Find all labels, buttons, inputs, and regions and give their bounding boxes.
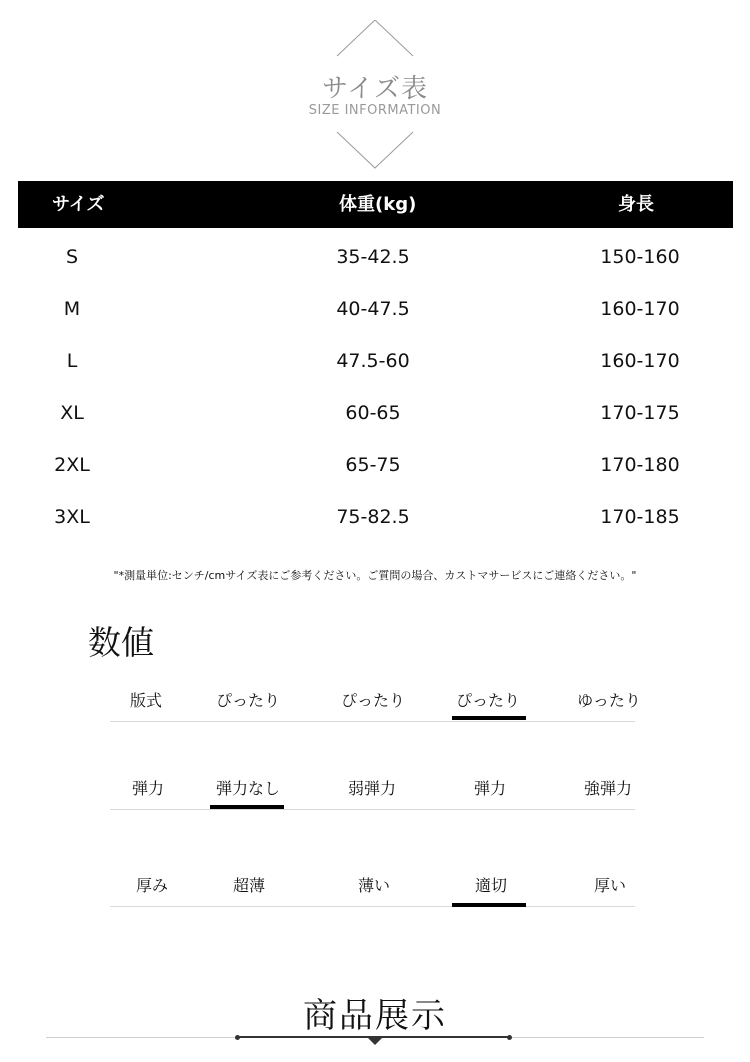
column-header-weight: 体重(kg)	[339, 194, 417, 215]
table-row	[0, 283, 750, 335]
specs-title: 数値	[88, 623, 154, 662]
weight-cell: 60-65	[345, 402, 401, 424]
selected-marker	[452, 903, 526, 907]
height-cell: 170-185	[600, 506, 680, 528]
size-cell: 3XL	[54, 506, 90, 528]
spec-option: ぴったり	[340, 691, 405, 710]
spec-row-fit	[110, 681, 641, 722]
size-cell: L	[66, 350, 78, 372]
height-cell: 160-170	[600, 298, 680, 320]
column-header-size: サイズ	[52, 194, 105, 215]
spec-option: 薄い	[357, 876, 390, 895]
section-title: サイズ表	[322, 74, 428, 104]
table-row	[0, 387, 750, 439]
selected-marker	[210, 805, 284, 809]
spec-option: ゆったり	[577, 691, 641, 710]
spec-option-selected: ぴったり	[455, 691, 520, 710]
spec-option: 強弾力	[583, 779, 632, 798]
table-row	[0, 491, 750, 543]
weight-cell: 75-82.5	[336, 506, 410, 528]
measurement-note: "*測量単位:センチ/cmサイズ表にご参考ください。ご質問の場合、カストマサービスにご連絡ください。"	[113, 569, 637, 582]
weight-cell: 65-75	[345, 454, 401, 476]
size-cell: M	[63, 298, 81, 320]
size-cell: S	[65, 246, 79, 268]
table-row	[0, 335, 750, 387]
product-section-title: 商品展示	[303, 996, 447, 1036]
column-header-height: 身長	[618, 194, 654, 215]
size-cell: 2XL	[54, 454, 90, 476]
height-cell: 160-170	[600, 350, 680, 372]
height-cell: 150-160	[600, 246, 680, 268]
spec-option: 弾力	[473, 779, 506, 798]
spec-row-thickness	[110, 866, 635, 907]
weight-cell: 47.5-60	[336, 350, 410, 372]
selected-marker	[452, 716, 526, 720]
size-cell: XL	[60, 402, 84, 424]
spec-option: 厚い	[593, 876, 626, 895]
divider-dot-icon	[507, 1035, 512, 1040]
weight-cell: 40-47.5	[336, 298, 410, 320]
table-row	[0, 231, 750, 283]
height-cell: 170-180	[600, 454, 680, 476]
size-table-header	[18, 181, 733, 228]
weight-cell: 35-42.5	[336, 246, 410, 268]
divider-dot-icon	[235, 1035, 240, 1040]
spec-row-elasticity	[110, 769, 635, 810]
spec-row-label: 弾力	[131, 779, 164, 798]
spec-option: 弱弾力	[347, 779, 396, 798]
section-subtitle: SIZE INFORMATION	[308, 103, 442, 118]
table-row	[0, 439, 750, 491]
spec-option: ぴったり	[215, 691, 280, 710]
triangle-down-icon	[368, 1038, 382, 1045]
spec-option-selected: 適切	[474, 876, 507, 895]
spec-row-label: 厚み	[135, 876, 168, 895]
spec-option: 超薄	[232, 876, 265, 895]
spec-row-label: 版式	[129, 691, 162, 710]
spec-option-selected: 弾力なし	[215, 779, 280, 798]
height-cell: 170-175	[600, 402, 680, 424]
